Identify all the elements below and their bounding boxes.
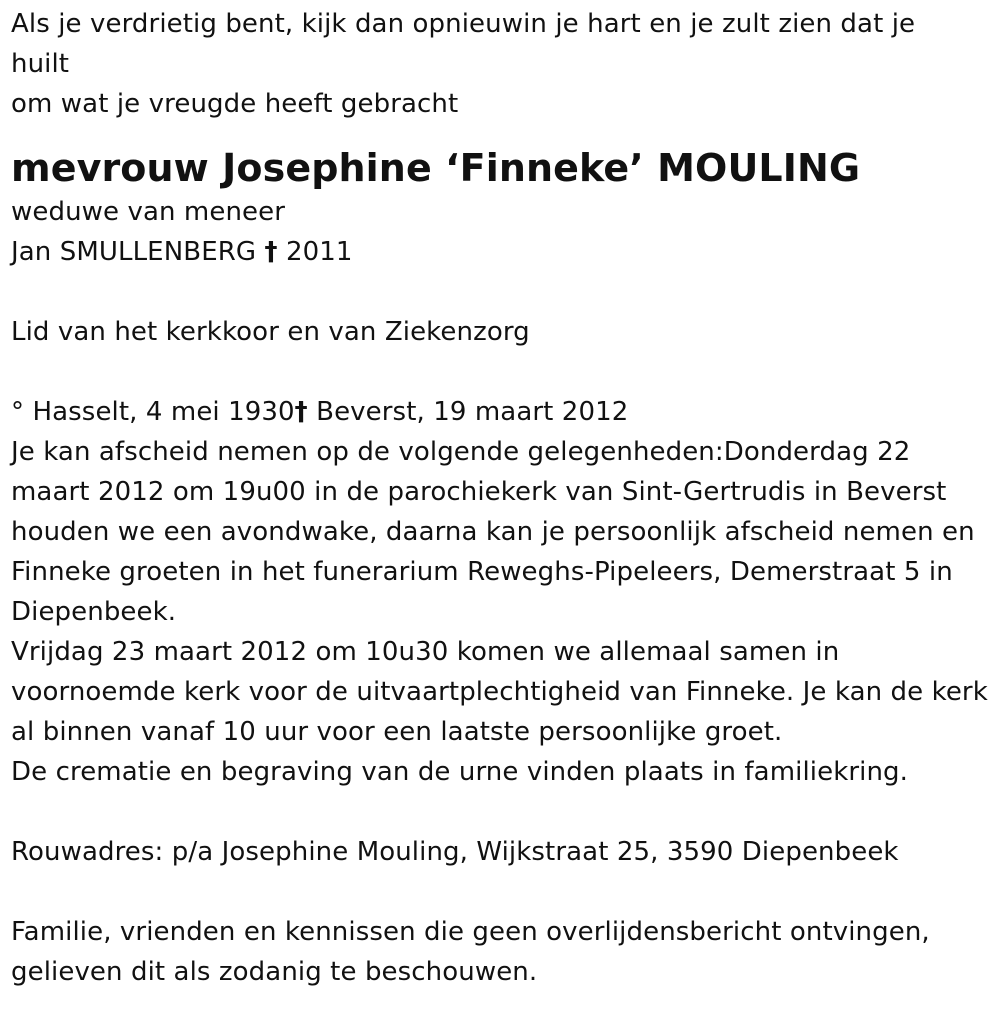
- funeral-paragraph: Vrijdag 23 maart 2012 om 10u30 komen we allemaal samen in voornoemde kerk voor de uitvaartplechtigheid van Finneke. Je kan de kerk al binnen vanaf 10 uur voor een laatste persoonlijke groet.: [11, 637, 988, 747]
- spacer: [11, 352, 991, 392]
- cross-icon: †: [264, 237, 278, 267]
- spacer: [11, 792, 991, 832]
- quote-line-1: Als je verdrietig bent, kijk dan opnieuwin je hart en je zult zien dat je: [11, 9, 916, 39]
- obituary-document: [11, 4, 991, 992]
- address-line: Rouwadres: p/a Josephine Mouling, Wijkstraat 25, 3590 Diepenbeek: [11, 837, 899, 867]
- spouse-death-year: 2011: [286, 237, 353, 267]
- dates-line: [11, 392, 991, 432]
- death-info: Beverst, 19 maart 2012: [307, 397, 629, 427]
- spacer: [11, 272, 991, 312]
- closing-line-2: gelieven dit als zodanig te beschouwen.: [11, 957, 538, 987]
- farewell-paragraph: Je kan afscheid nemen op de volgende gelegenheden:Donderdag 22 maart 2012 om 19u00 in de parochiekerk van Sint-Gertrudis in Beverst houden we een avondwake, daarna kan je persoonlijk afscheid nemen en Finneke groeten in het funerarium Reweghs-Pipeleers, Demerstraat 5 in Diepenbeek.: [11, 437, 975, 627]
- cremation-line: De crematie en begraving van de urne vinden plaats in familiekring.: [11, 757, 909, 787]
- widow-line: weduwe van meneer: [11, 197, 286, 227]
- spouse-line: [11, 232, 991, 272]
- deceased-name: mevrouw Josephine ‘Finneke’ MOULING: [11, 146, 861, 190]
- spacer: [11, 124, 991, 146]
- membership-line: Lid van het kerkkoor en van Ziekenzorg: [11, 317, 530, 347]
- quote-line-2: huilt: [11, 49, 70, 79]
- cross-icon: †: [294, 397, 308, 427]
- spacer: [11, 872, 991, 912]
- spouse-name: Jan SMULLENBERG: [11, 237, 257, 267]
- quote-line-3: om wat je vreugde heeft gebracht: [11, 89, 459, 119]
- birth-info: ° Hasselt, 4 mei 1930: [11, 397, 295, 427]
- closing-line-1: Familie, vrienden en kennissen die geen overlijdensbericht ontvingen,: [11, 917, 930, 947]
